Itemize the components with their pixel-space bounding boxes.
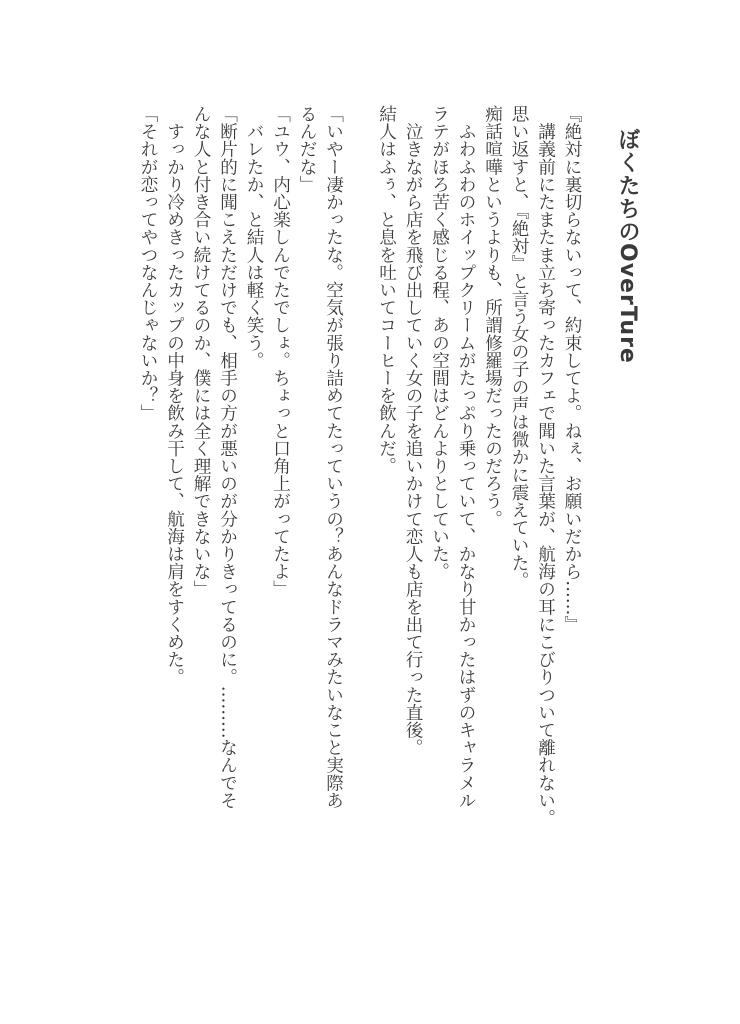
text-line: 「ユウ、内心楽しんでたでしょ。ちょっと口角上がってたよ」: [270, 105, 291, 598]
paragraph-gap: [347, 105, 374, 955]
text-line: ふわふわのホイップクリームがたっぷり乗っていて、かなり甘かったはずのキャラメル: [456, 105, 476, 809]
text-line: 結人はふぅ、と息を吐いてコーヒーを飲んだ。: [376, 105, 397, 475]
story-title: ぼくたちのOverTure: [615, 128, 640, 364]
text-line: 『絶対に裏切らないって、約束してよ。ねぇ、お願いだから……』: [562, 105, 582, 633]
text-line: 「断片的に聞こえただけでも、相手の方が悪いのが分かりきってるのに。………なんでそ: [217, 105, 238, 809]
text-line: るんだな」: [297, 105, 317, 193]
text-line: ラテがほろ苦く感じる程、あの空間はどんよりとしていた。: [429, 105, 450, 581]
text-line: 思い返すと、『絶対』と言う女の子の声は微かに震えていた。: [509, 105, 529, 589]
text-line: んな人と付き合い続けてるのか、僕には全く理解できないな」: [191, 105, 211, 598]
text-line: 講義前にたまたま立ち寄ったカフェで聞いた言葉が、航海の耳にこびりついて離れない。: [535, 105, 556, 827]
text-line: すっかり冷めきったカップの中身を飲み干して、航海は肩をすくめた。: [164, 105, 185, 686]
text-line: 「それが恋ってやつなんじゃないか？」: [138, 105, 158, 422]
text-line: 「いやー凄かったな。空気が張り詰めてたっていうの？あんなドラマみたいなこと実際あ: [323, 105, 344, 809]
story-body: [95, 105, 585, 955]
text-line: 泣きながら店を飛び出していく女の子を追いかけて恋人も店を出て行った直後。: [403, 105, 423, 757]
text-line: バレたか、と結人は軽く笑う。: [244, 105, 264, 369]
text-line: 痴話喧嘩というよりも、所謂修羅場だったのだろう。: [482, 105, 503, 528]
